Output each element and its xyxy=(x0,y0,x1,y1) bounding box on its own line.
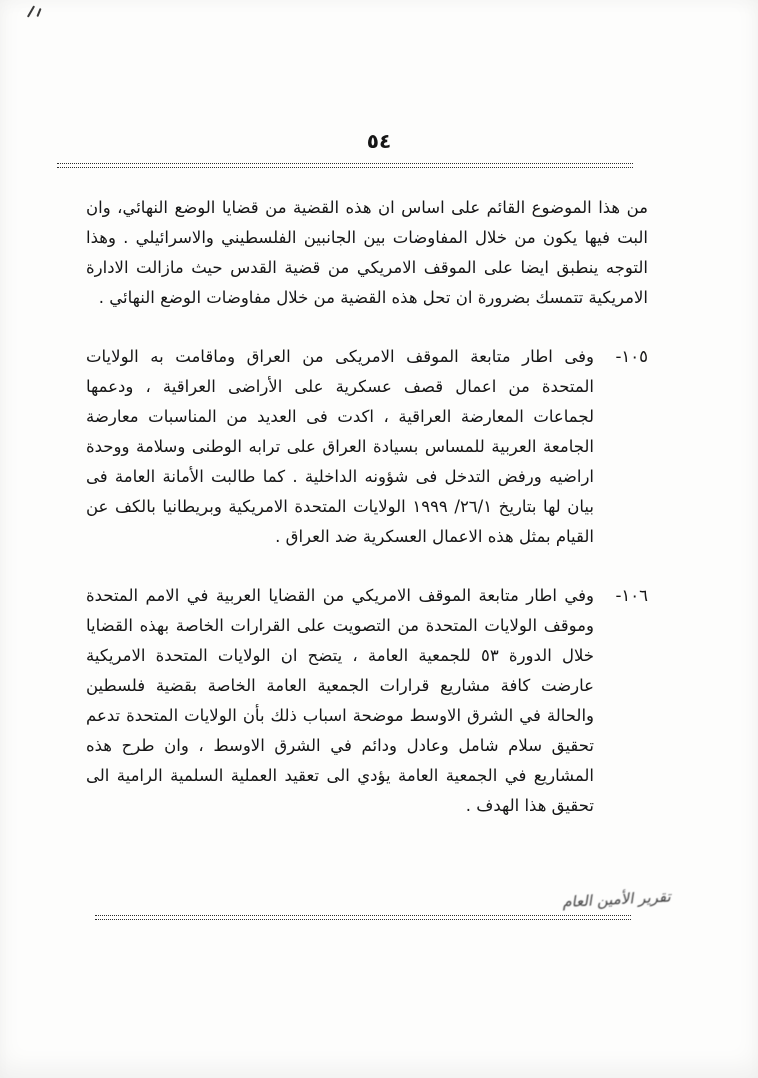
handwritten-note: تقرير الأمين العام xyxy=(561,887,674,911)
paragraph: من هذا الموضوع القائم على اساس ان هذه القضية من قضايا الوضع النهائي، وان البت فيها يكون من خلال المفاوضات بين الجانبين الفلسطيني والاسرائيلي . وهذا التوجه ينطبق ايضا على الموقف الامريكي من قضية القدس حيث مازالت الادارة الامريكية تتمسك بضرورة ان تحل هذه القضية من خلال مفاوضات الوضع النهائي . xyxy=(86,198,648,307)
footer-rule xyxy=(95,915,631,920)
paragraph-number: ١٠٦- xyxy=(615,586,648,605)
document-body xyxy=(86,193,648,821)
paragraph-number: ١٠٥- xyxy=(615,347,648,366)
paragraph xyxy=(86,581,648,821)
paragraph xyxy=(86,342,648,552)
scan-artifact-mark xyxy=(26,4,44,19)
page-number: ٥٤ xyxy=(366,129,392,153)
header-rule xyxy=(57,163,633,168)
paragraph-text: وفى اطار متابعة الموقف الامريكى من العراق وماقامت به الولايات المتحدة من اعمال قصف عسكرية على الأراضى العراقية ، ودعمها لجماعات المعارضة العراقية ، اكدت فى العديد من المناسبات معارضة الجامعة العربية للمساس بسيادة العراق على ترابه الوطنى وسلامة ووحدة اراضيه ورفض التدخل فى شؤونه الداخلية . كما طالبت الأمانة العامة فى بيان لها بتاريخ ٢٦/١/ ١٩٩٩ الولايات المتحدة الامريكية وبريطانيا بالكف عن القيام بمثل هذه الاعمال العسكرية ضد العراق . xyxy=(86,347,594,546)
paragraph-text: وفي اطار متابعة الموقف الامريكي من القضايا العربية في الامم المتحدة وموقف الولايات المتحدة من التصويت على القرارات الخاصة بهذه القضايا خلال الدورة ٥٣ للجمعية العامة ، يتضح ان الولايات المتحدة الامريكية عارضت كافة مشاريع قرارات الجمعية العامة الخاصة بقضية فلسطين والحالة في الشرق الاوسط موضحة اسباب ذلك بأن الولايات المتحدة تدعم تحقيق سلام شامل وعادل ودائم في الشرق الاوسط ، وان طرح هذه المشاريع في الجمعية العامة يؤدي الى تعقيد العملية السلمية الرامية الى تحقيق هذا الهدف . xyxy=(86,586,594,815)
